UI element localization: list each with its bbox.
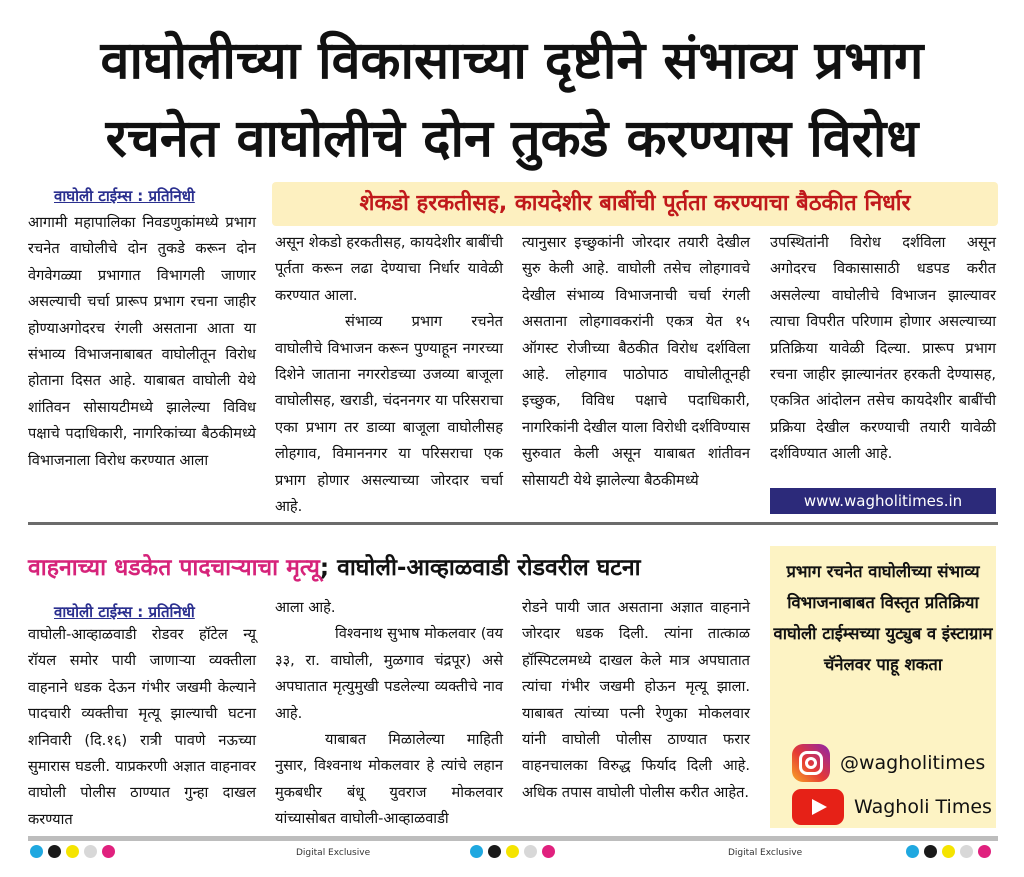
gray-dot — [84, 845, 97, 858]
story1-col3-text: त्यानुसार इच्छुकांनी जोरदार तयारी देखील सुरु केली आहे. वाघोली तसेच लोहगावचे देखील संभाव्य विभाजनाची चर्चा रंगली असताना लोहगावकरांनी एकत्र येत १५ ऑगस्ट रोजीच्या बैठकीत विरोध दर्शविला आहे. लोहगाव पाठोपाठ वाघोलीतूनही इच्छुक, विविध पक्षाचे पदाधिकारी, नागरिकांनी देखील याला विरोधी दर्शविण्यास सुरुवात केली असून याबाबत शांतीवन सोसायटी येथे झालेल्या बैठकीमध्ये — [522, 234, 750, 489]
story1-column-4 — [770, 230, 996, 468]
youtube-channel: Wagholi Times — [854, 796, 992, 818]
youtube-link[interactable] — [792, 784, 992, 830]
color-registration-marks-left — [30, 845, 115, 858]
story2-headline-black: ; वाघोली-आव्हाळवाडी रोडवरील घटना — [319, 555, 641, 581]
bottom-rule — [28, 836, 998, 841]
cyan-dot — [906, 845, 919, 858]
story1-col4-text: उपस्थितांनी विरोध दर्शविला असून अगोदरच विकासासाठी धडपड करीत असलेल्या वाघोलीचे विभाजन झाल्यावर त्याचा विपरीत परिणाम होणार असल्याच्या प्रतिक्रिया यावेळी दिल्या. प्रारूप प्रभाग रचना जाहीर झाल्यानंतर हरकती देण्यासह, एकत्रित आंदोलन तसेच कायदेशीर बाबींची प्रक्रिया देखील करण्याची तयारी यावेळी दर्शविण्यात आली आहे. — [770, 234, 996, 463]
story2-byline: वाघोली टाईम्स : प्रतिनिधी — [54, 603, 195, 621]
black-dot — [48, 845, 61, 858]
gray-dot — [960, 845, 973, 858]
color-registration-marks-right — [906, 845, 991, 858]
story2-col2-p1: आला आहे. — [275, 599, 336, 616]
story1-col2-p2: संभाव्य प्रभाग रचनेत वाघोलीचे विभाजन करून पुण्याहून नगरच्या दिशेने जाताना नगररोडच्या उजव्या बाजूला वाघोलीसह, खराडी, चंदननगर या परिसराचा एका प्रभाग तर डाव्या बाजूला वाघोलीसह लोहगाव, विमाननगर या परिसराचा एक प्रभाग होणार असल्याच्या जोरदार चर्चा आहे. — [275, 313, 503, 516]
story1-byline: वाघोली टाईम्स : प्रतिनिधी — [54, 187, 195, 205]
magenta-dot — [542, 845, 555, 858]
footer-tag-left: Digital Exclusive — [296, 848, 371, 858]
yellow-dot — [506, 845, 519, 858]
story1-column-2 — [275, 230, 503, 520]
footer-tag-right: Digital Exclusive — [728, 848, 803, 858]
gray-dot — [524, 845, 537, 858]
color-registration-marks-center — [470, 845, 555, 858]
yellow-dot — [66, 845, 79, 858]
story1-subheadline: शेकडो हरकतीसह, कायदेशीर बाबींची पूर्तता करण्याचा बैठकीत निर्धार — [359, 191, 911, 216]
story2-col2-p3: याबाबत मिळालेल्या माहिती नुसार, विश्वनाथ मोकलवार हे त्यांचे लहान मुकबधीर बंधू युवराज मोकलवार यांच्यासोबत वाघोली-आव्हाळवाडी — [275, 731, 503, 828]
instagram-handle: @wagholitimes — [840, 752, 986, 774]
story1-col1-text: आगामी महापालिका निवडणुकांमध्ये प्रभाग रचनेत वाघोलीचे दोन तुकडे करून दोन वेगवेगळ्या प्रभागात विभागली जाणार असल्याची चर्चा प्रारूप प्रभाग रचना जाहीर होण्याअगोदरच रंगली असताना आता या संभाव्य विभाजनाबाबत वाघोलीतून विरोध होताना दिसत आहे. याबाबत वाघोली येथे शांतिवन सोसायटीमध्ये झालेल्या विविध पक्षाचे पदाधिकारी, नागरिकांच्या बैठकीमध्ये विभाजनाला विरोध करण्यात आला — [28, 214, 256, 469]
headline-line-2: रचनेत वाघोलीचे दोन तुकडे करण्यास विरोध — [105, 109, 919, 169]
story1-col2-p1: असून शेकडो हरकतीसह, कायदेशीर बाबींची पूर्तता करून लढा देण्याचा निर्धार यावेळी करण्यात आला. — [275, 234, 503, 304]
instagram-icon — [792, 744, 830, 782]
story1-column-1 — [28, 210, 256, 474]
story2-col2-p2: विश्वनाथ सुभाष मोकलवार (वय ३३, रा. वाघोली, मुळगाव चंद्रपूर) असे अपघातात मृत्युमुखी पडलेल्या व्यक्तीचे नाव आहे. — [275, 625, 503, 722]
cyan-dot — [30, 845, 43, 858]
story2-column-3 — [522, 595, 750, 806]
story2-col1-text: वाघोली-आव्हाळवाडी रोडवर हॉटेल न्यू रॉयल समोर पायी जाणाऱ्या व्यक्तीला वाहनाने धडक देऊन गंभीर जखमी केल्याने पादचारी व्यक्तीचा मृत्यू झाल्याची घटना शनिवारी (दि.१६) रात्री पावणे नऊच्या सुमारास घडली. याप्रकरणी अज्ञात वाहनावर वाघोली पोलीस ठाण्यात गुन्हा दाखल करण्यात — [28, 626, 256, 828]
black-dot — [924, 845, 937, 858]
section-divider — [28, 522, 998, 525]
instagram-link[interactable] — [792, 740, 992, 786]
story2-col3-text: रोडने पायी जात असताना अज्ञात वाहनाने जोरदार धडक दिली. त्यांना तात्काळ हॉस्पिटलमध्ये दाखल केले मात्र अपघातात त्यांचा गंभीर जखमी होऊन मृत्यू झाला. याबाबत त्यांच्या पत्नी रेणुका मोकलवार यांनी वाघोली पोलीस ठाण्यात फरार वाहनचालका विरुद्ध फिर्याद दिली आहे. अधिक तपास वाघोली पोलीस करीत आहेत. — [522, 599, 750, 801]
cyan-dot — [470, 845, 483, 858]
promo-text: प्रभाग रचनेत वाघोलीच्या संभाव्य विभाजनाबाबत विस्तृत प्रतिक्रिया वाघोली टाईम्सच्या युट्युब व इंस्टाग्राम चॅनेलवर पाहू शकता — [773, 562, 993, 674]
headline-line-1: वाघोलीच्या विकासाच्या दृष्टीने संभाव्य प्रभाग — [100, 31, 924, 91]
magenta-dot — [102, 845, 115, 858]
main-headline — [0, 22, 1024, 178]
story2-column-1 — [28, 622, 256, 833]
yellow-dot — [942, 845, 955, 858]
black-dot — [488, 845, 501, 858]
youtube-icon — [792, 789, 844, 825]
story2-headline-pink: वाहनाच्या धडकेत पादचाऱ्याचा मृत्यू — [28, 555, 320, 581]
story2-column-2 — [275, 595, 503, 833]
story1-column-3 — [522, 230, 750, 494]
website-link[interactable]: www.wagholitimes.in — [770, 488, 996, 514]
magenta-dot — [978, 845, 991, 858]
story2-headline — [28, 550, 641, 582]
